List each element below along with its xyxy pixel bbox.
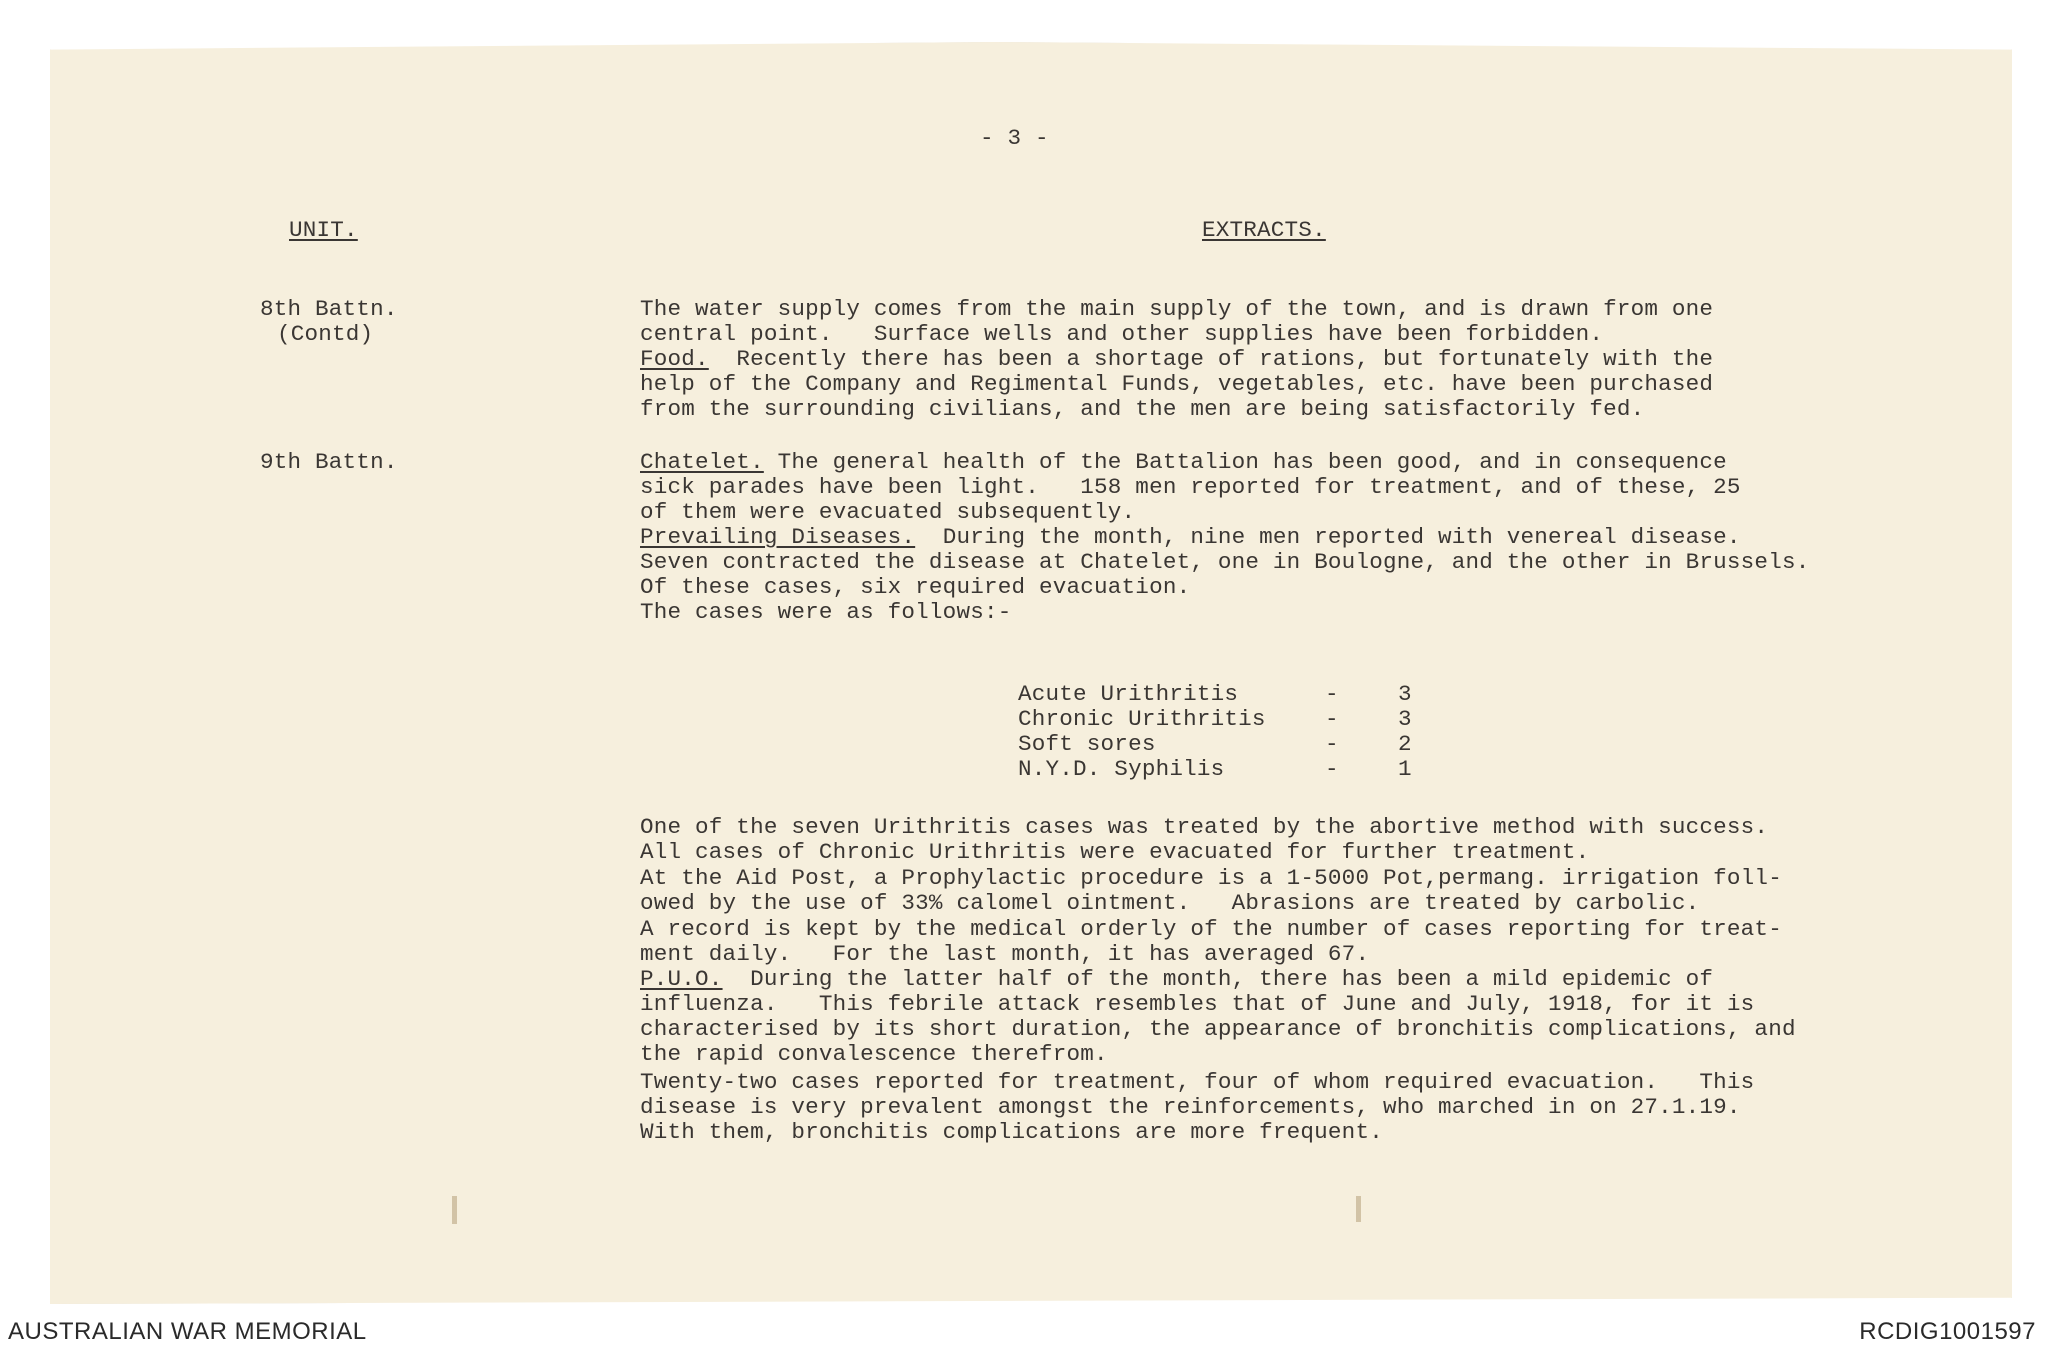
para-after-line: At the Aid Post, a Prophylactic procedure is a 1-5000 Pot,permang. irrigation foll- (640, 865, 1782, 891)
para-9-prevailing-line (640, 525, 1741, 551)
page-number: - 3 - (980, 125, 1049, 151)
footer-institution: AUSTRALIAN WAR MEMORIAL (8, 1318, 367, 1345)
para-after-line: One of the seven Urithritis cases was treated by the abortive method with success. (640, 814, 1769, 840)
case-disease: Soft sores (1018, 731, 1156, 757)
food-label: Food. (640, 346, 709, 372)
extracts-header: EXTRACTS. (1202, 217, 1326, 243)
case-disease: Acute Urithritis (1018, 681, 1239, 707)
case-disease: Chronic Urithritis (1018, 706, 1266, 732)
para-after-line: characterised by its short duration, the appearance of bronchitis complications, and (640, 1016, 1796, 1042)
case-dash: - (1325, 706, 1339, 732)
para-8-line: from the surrounding civilians, and the men are being satisfactorily fed. (640, 396, 1645, 422)
prevailing-text: During the month, nine men reported with venereal disease. (915, 524, 1741, 550)
para-8-food-line (640, 347, 1713, 373)
unit-8th-battn: 8th Battn. (260, 296, 398, 322)
paper-fold-mark (452, 1196, 457, 1224)
para-8-line: help of the Company and Regimental Funds, vegetables, etc. have been purchased (640, 371, 1714, 397)
para-after-puo-line (640, 967, 1713, 993)
paper-fold-mark (1356, 1196, 1361, 1222)
para-after-line: the rapid convalescence therefrom. (640, 1041, 1108, 1067)
footer-record-id: RCDIG1001597 (1859, 1318, 2036, 1345)
case-dash: - (1325, 681, 1339, 707)
para-after-line: A record is kept by the medical orderly of the number of cases reporting for treat- (640, 916, 1782, 942)
puo-label: P.U.O. (640, 966, 723, 992)
puo-text: During the latter half of the month, there has been a mild epidemic of (722, 966, 1714, 992)
para-after-line: Twenty-two cases reported for treatment, four of whom required evacuation. This (640, 1069, 1755, 1095)
chatelet-label: Chatelet. (640, 449, 764, 475)
para-after-line: ment daily. For the last month, it has averaged 67. (640, 941, 1370, 967)
food-text: Recently there has been a shortage of rations, but fortunately with the (708, 346, 1714, 372)
prevailing-diseases-label: Prevailing Diseases. (640, 524, 916, 550)
case-dash: - (1325, 756, 1339, 782)
para-9-line: Seven contracted the disease at Chatelet, one in Boulogne, and the other in Brussels. (640, 549, 1810, 575)
unit-9th-battn: 9th Battn. (260, 449, 398, 475)
case-count: 1 (1398, 756, 1412, 782)
para-8-line: The water supply comes from the main supply of the town, and is drawn from one (640, 296, 1714, 322)
chatelet-text: The general health of the Battalion has been good, and in consequence (763, 449, 1727, 475)
case-count: 3 (1398, 681, 1412, 707)
case-count: 3 (1398, 706, 1412, 732)
para-after-line: disease is very prevalent amongst the reinforcements, who marched in on 27.1.19. (640, 1094, 1741, 1120)
para-after-line: influenza. This febrile attack resembles that of June and July, 1918, for it is (640, 991, 1755, 1017)
para-after-line: All cases of Chronic Urithritis were evacuated for further treatment. (640, 839, 1590, 865)
para-after-line: owed by the use of 33% calomel ointment. Abrasions are treated by carbolic. (640, 890, 1700, 916)
para-after-line: With them, bronchitis complications are more frequent. (640, 1119, 1383, 1145)
case-count: 2 (1398, 731, 1412, 757)
unit-header: UNIT. (289, 217, 358, 243)
unit-8th-contd: (Contd) (277, 321, 374, 347)
case-disease: N.Y.D. Syphilis (1018, 756, 1225, 782)
para-9-chatelet-line (640, 450, 1727, 476)
para-9-line: of them were evacuated subsequently. (640, 499, 1136, 525)
para-9-line: Of these cases, six required evacuation. (640, 574, 1191, 600)
para-9-line: sick parades have been light. 158 men reported for treatment, and of these, 25 (640, 474, 1741, 500)
para-9-line: The cases were as follows:- (640, 599, 1012, 625)
para-8-line: central point. Surface wells and other supplies have been forbidden. (640, 321, 1604, 347)
case-dash: - (1325, 731, 1339, 757)
